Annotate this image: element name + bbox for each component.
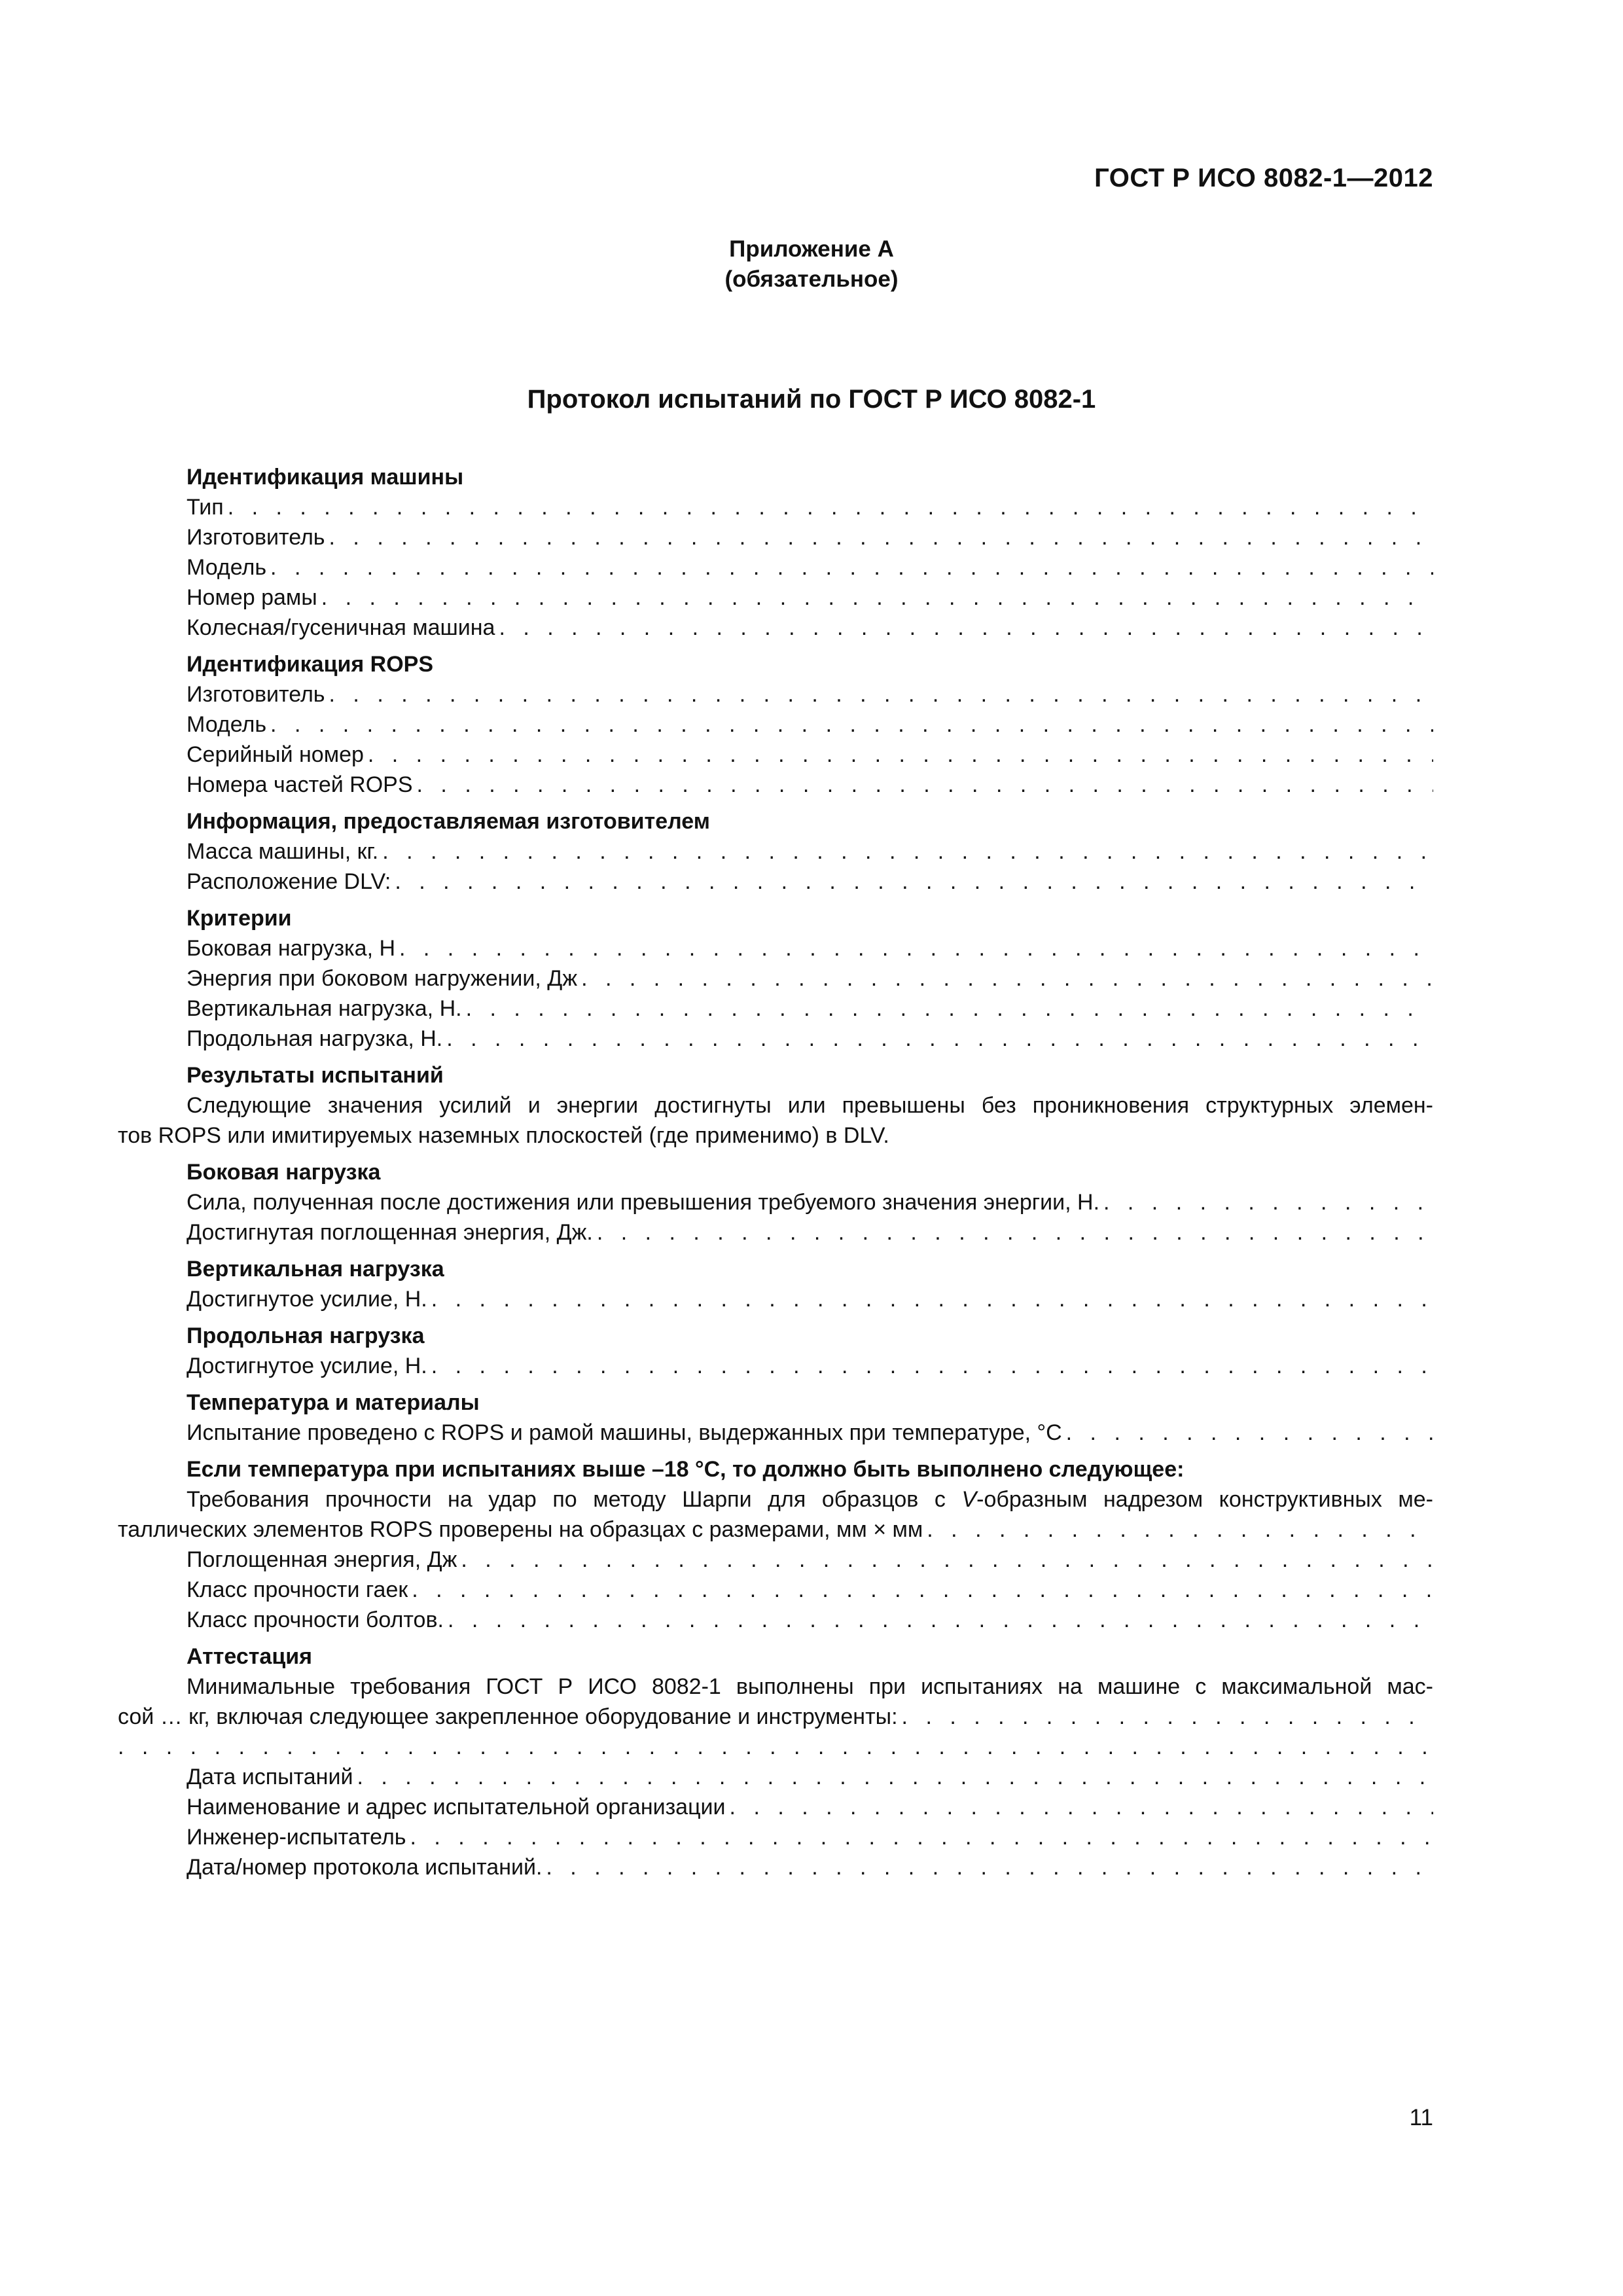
form-row-frame-number xyxy=(118,583,1433,613)
leader-dots xyxy=(412,1575,1433,1605)
form-row-vertical-force xyxy=(118,1284,1433,1314)
section-heading-attestation: Аттестация xyxy=(187,1644,312,1669)
leader-dots xyxy=(461,1545,1433,1575)
row-label: Расположение DLV: xyxy=(187,869,391,894)
row-label: Энергия при боковом нагружении, Дж xyxy=(187,966,578,991)
leader-dots xyxy=(329,679,1433,709)
leader-dots xyxy=(118,1732,1433,1762)
form-row-longitudinal-load xyxy=(118,1024,1433,1054)
row-label: Номера частей ROPS xyxy=(187,772,413,797)
row-label: Модель xyxy=(187,555,267,580)
row-label: Инженер-испытатель xyxy=(187,1825,406,1850)
row-label: Дата/номер протокола испытаний. xyxy=(187,1855,543,1880)
leader-dots xyxy=(546,1852,1433,1882)
leader-dots xyxy=(329,522,1433,552)
row-label: Колесная/гусеничная машина xyxy=(187,615,495,640)
leader-dots xyxy=(902,1702,1433,1732)
protocol-title: Протокол испытаний по ГОСТ Р ИСО 8082-1 xyxy=(527,385,1096,414)
form-row-nut-grade xyxy=(118,1575,1433,1605)
form-row-absorbed-energy xyxy=(118,1545,1433,1575)
row-label: Поглощенная энергия, Дж xyxy=(187,1547,457,1572)
row-label: Боковая нагрузка, Н xyxy=(187,936,396,961)
row-label: Достигнутое усилие, Н. xyxy=(187,1354,427,1378)
row-label: Испытание проведено с ROPS и рамой машины, выдержанных при температуре, °С xyxy=(187,1420,1062,1445)
leader-dots xyxy=(581,963,1433,994)
section-heading-criteria: Критерии xyxy=(187,906,292,931)
leader-dots xyxy=(399,933,1433,963)
leader-dots xyxy=(1066,1418,1433,1448)
form-row-specimen-size xyxy=(118,1515,1433,1545)
row-label: Модель xyxy=(187,712,267,737)
leader-dots xyxy=(270,552,1433,583)
row-label: Изготовитель xyxy=(187,682,325,707)
form-row-lateral-absorbed-energy xyxy=(118,1217,1433,1247)
row-label: Достигнутая поглощенная энергия, Дж. xyxy=(187,1220,593,1245)
charpy-paragraph-line-1 xyxy=(118,1484,1433,1515)
form-row-vertical-load xyxy=(118,994,1433,1024)
form-row-dlv-location xyxy=(118,867,1433,897)
results-paragraph-line-2 xyxy=(118,1121,1433,1151)
section-heading-temperature: Температура и материалы xyxy=(187,1390,480,1415)
paragraph-text: -образным надрезом конструктивных ме- xyxy=(976,1487,1433,1512)
leader-dots xyxy=(228,492,1433,522)
leader-dots xyxy=(417,770,1433,800)
form-row-rops-serial xyxy=(118,740,1433,770)
leader-dots xyxy=(431,1351,1433,1381)
form-row-lateral-load xyxy=(118,933,1433,963)
form-row-equipment-continued xyxy=(118,1732,1433,1762)
row-label: Номер рамы xyxy=(187,585,317,610)
leader-dots xyxy=(410,1822,1433,1852)
row-label: Достигнутое усилие, Н. xyxy=(187,1287,427,1312)
form-row-longitudinal-force xyxy=(118,1351,1433,1381)
section-heading-manufacturer-info: Информация, предоставляемая изготовителем xyxy=(187,809,710,834)
leader-dots xyxy=(357,1762,1433,1792)
leader-dots xyxy=(597,1217,1433,1247)
row-label: Класс прочности болтов. xyxy=(187,1607,444,1632)
row-label: Класс прочности гаек xyxy=(187,1577,408,1602)
annex-block xyxy=(0,234,1623,295)
form-row-machine-mass xyxy=(118,836,1433,867)
document-code-header: ГОСТ Р ИСО 8082-1—2012 xyxy=(1094,164,1433,192)
row-label: Тип xyxy=(187,495,224,520)
attestation-paragraph-line-1: Минимальные требования ГОСТ Р ИСО 8082-1 выполнены при испытаниях на машине с максимальной мас- xyxy=(187,1674,1433,1699)
leader-dots xyxy=(927,1515,1433,1545)
v-notch-letter: V xyxy=(961,1487,977,1512)
row-label: Изготовитель xyxy=(187,525,325,550)
form-row-bolt-grade xyxy=(118,1605,1433,1635)
form-row-equipment xyxy=(118,1702,1433,1732)
row-label: Серийный номер xyxy=(187,742,364,767)
row-label: Сила, полученная после достижения или превышения требуемого значения энергии, Н. xyxy=(187,1190,1100,1215)
form-row-rops-parts xyxy=(118,770,1433,800)
form-row-machine-manufacturer xyxy=(118,522,1433,552)
leader-dots xyxy=(446,1024,1433,1054)
page-number: 11 xyxy=(1409,2105,1433,2130)
form-row-test-temperature xyxy=(118,1418,1433,1448)
leader-dots xyxy=(321,583,1433,613)
section-heading-machine: Идентификация машины xyxy=(187,465,464,490)
row-label: Вертикальная нагрузка, Н. xyxy=(187,996,462,1021)
form-row-machine-type xyxy=(118,492,1433,522)
section-heading-above-minus18: Если температура при испытаниях выше –18 °С, то должно быть выполнено следующее: xyxy=(187,1457,1185,1482)
form-row-wheel-track xyxy=(118,613,1433,643)
row-label: Наименование и адрес испытательной организации xyxy=(187,1795,726,1820)
form-row-rops-manufacturer xyxy=(118,679,1433,709)
section-heading-results: Результаты испытаний xyxy=(187,1063,444,1088)
leader-dots xyxy=(431,1284,1433,1314)
paragraph-text: тов ROPS или имитируемых наземных плоскостей (где применимо) в DLV. xyxy=(118,1123,889,1148)
leader-dots xyxy=(382,836,1433,867)
row-label: сой … кг, включая следующее закрепленное оборудование и инструменты: xyxy=(118,1704,898,1729)
protocol-form xyxy=(118,462,1433,1882)
leader-dots xyxy=(270,709,1433,740)
results-paragraph-line-1: Следующие значения усилий и энергии достигнуты или превышены без проникновения структурных элемен- xyxy=(187,1093,1433,1118)
leader-dots xyxy=(368,740,1433,770)
annex-title: Приложение А xyxy=(729,236,894,262)
leader-dots xyxy=(395,867,1433,897)
section-heading-lateral: Боковая нагрузка xyxy=(187,1160,381,1185)
leader-dots xyxy=(466,994,1433,1024)
form-row-test-date xyxy=(118,1762,1433,1792)
form-row-test-engineer xyxy=(118,1822,1433,1852)
section-heading-rops: Идентификация ROPS xyxy=(187,652,434,677)
form-row-test-organization xyxy=(118,1792,1433,1822)
leader-dots xyxy=(730,1792,1433,1822)
row-label: Продольная нагрузка, Н. xyxy=(187,1026,443,1051)
form-row-lateral-energy xyxy=(118,963,1433,994)
leader-dots xyxy=(1103,1187,1433,1217)
paragraph-text: Требования прочности на удар по методу Шарпи для образцов с xyxy=(187,1487,962,1512)
row-label: Дата испытаний xyxy=(187,1765,353,1789)
form-row-machine-model xyxy=(118,552,1433,583)
row-label: таллических элементов ROPS проверены на образцах с размерами, мм × мм xyxy=(118,1517,923,1542)
section-heading-vertical: Вертикальная нагрузка xyxy=(187,1257,444,1282)
row-label: Масса машины, кг. xyxy=(187,839,379,864)
leader-dots xyxy=(499,613,1433,643)
form-row-report-number xyxy=(118,1852,1433,1882)
form-row-lateral-force xyxy=(118,1187,1433,1217)
section-heading-longitudinal: Продольная нагрузка xyxy=(187,1323,425,1348)
leader-dots xyxy=(448,1605,1433,1635)
form-row-rops-model xyxy=(118,709,1433,740)
annex-status: (обязательное) xyxy=(724,266,899,292)
